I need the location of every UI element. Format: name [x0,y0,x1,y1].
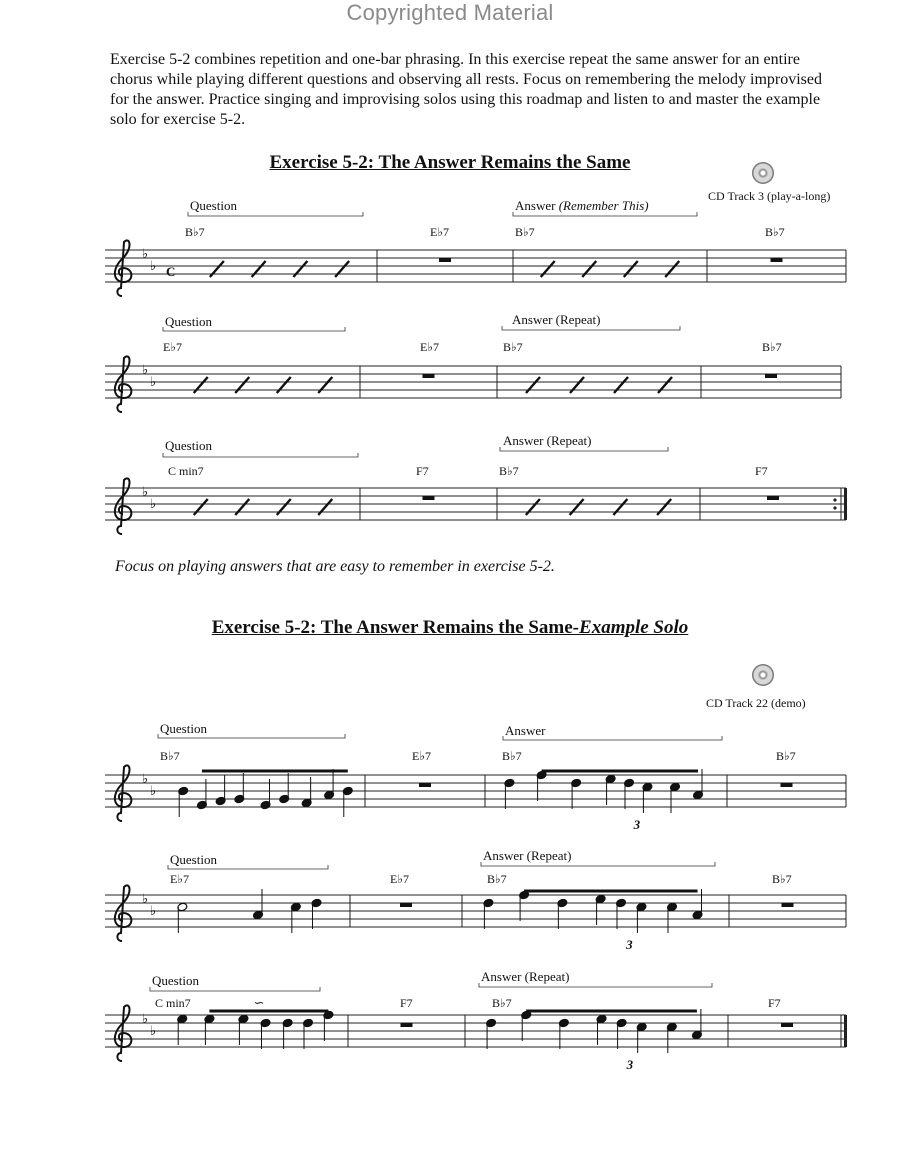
answer-label: Answer (Remember This) [515,198,649,213]
chord-symbol: C min7 [155,996,191,1010]
chord-symbol: E♭7 [430,225,449,239]
key-flat-icon: ♭ [150,903,157,918]
question-label: Question [160,721,207,736]
key-flat-icon: ♭ [142,362,149,377]
exercise1-cd-track: CD Track 3 (play-a-long) [708,189,831,203]
rhythm-slash [526,377,540,393]
key-flat-icon: ♭ [150,258,157,273]
intro-paragraph: Exercise 5-2 combines repetition and one-bar phrasing. In this exercise repeat the same answer for an entire chorus while playing different questions and observing all rests. Focus on remembering the melody improvised for the answer. Practice singing and improvising solos using this roadmap and listen to and master the example solo for exercise 5-2. [110,51,823,128]
chord-symbol: F7 [400,996,413,1010]
chord-symbol: B♭7 [515,225,535,239]
whole-rest [423,374,435,378]
key-flat-icon: ♭ [150,783,157,798]
rhythm-slash [194,377,208,393]
key-flat-icon: ♭ [142,246,149,261]
key-flat-icon: ♭ [150,496,157,511]
rhythm-slash [210,261,224,277]
whole-rest [781,1023,793,1027]
rhythm-slash [277,377,291,393]
treble-clef-icon [115,240,132,296]
chord-symbol: E♭7 [170,872,189,886]
rhythm-slash [582,261,596,277]
rhythm-slash [318,499,332,515]
chord-symbol: B♭7 [502,749,522,763]
treble-clef-icon [115,885,132,941]
question-label: Question [152,973,199,988]
chord-symbol: B♭7 [776,749,796,763]
rhythm-slash [235,377,249,393]
question-label: Question [165,314,212,329]
rhythm-slash [335,261,349,277]
whole-rest [781,783,793,787]
rhythm-slash [570,499,584,515]
exercise2-title-italic: Example Solo [579,617,689,638]
treble-clef-icon [115,478,132,534]
common-time-signature: C [166,264,176,279]
chord-symbol: B♭7 [503,340,523,354]
chord-symbol: B♭7 [487,872,507,886]
chord-symbol: B♭7 [185,225,205,239]
answer-label: Answer (Repeat) [503,433,592,448]
whole-rest [767,496,779,500]
chord-symbol: B♭7 [499,464,519,478]
chord-symbol: E♭7 [163,340,182,354]
triplet-marker: 3 [633,817,641,832]
whole-rest [439,258,451,262]
rhythm-slash [570,377,584,393]
answer-note: (Remember This) [555,198,649,213]
rhythm-slash [541,261,555,277]
whole-rest [401,1023,413,1027]
rhythm-slash [657,499,671,515]
chord-symbol: F7 [416,464,429,478]
key-flat-icon: ♭ [142,1011,149,1026]
rhythm-slash [613,499,627,515]
exercise2-title-main: Exercise 5-2: The Answer Remains the Same- [211,617,580,638]
key-flat-icon: ♭ [142,771,149,786]
key-flat-icon: ♭ [142,891,149,906]
tip-text: Focus on playing answers that are easy to remember in exercise 5-2. [115,558,555,575]
whole-rest [765,374,777,378]
score-staves [105,198,847,1072]
rhythm-slash [194,499,208,515]
chord-symbol: E♭7 [420,340,439,354]
repeat-dot [833,506,836,509]
chord-symbol: E♭7 [412,749,431,763]
answer-label: Answer [505,723,546,738]
question-label: Question [170,852,217,867]
rhythm-slash [293,261,307,277]
whole-rest [771,258,783,262]
rhythm-slash [252,261,266,277]
chord-symbol: B♭7 [765,225,785,239]
treble-clef-icon [115,1005,132,1061]
final-barline-thick [844,1015,847,1047]
rhythm-slash [318,377,332,393]
repeat-dot [833,498,836,501]
answer-label: Answer (Repeat) [481,969,570,984]
rhythm-slash [614,377,628,393]
whole-rest [423,496,435,500]
exercise2-cd-track: CD Track 22 (demo) [706,696,806,710]
key-flat-icon: ♭ [150,1023,157,1038]
turn-ornament: ∽ [253,995,265,1010]
rhythm-slash [665,261,679,277]
chord-symbol: B♭7 [772,872,792,886]
whole-rest [419,783,431,787]
phrase-bracket [163,453,358,457]
repeat-barline-thick [844,488,847,520]
chord-symbol: F7 [768,996,781,1010]
whole-rest [782,903,794,907]
question-label: Question [190,198,237,213]
rhythm-slash [526,499,540,515]
answer-label: Answer (Repeat) [483,848,572,863]
question-label: Question [165,438,212,453]
chord-symbol: B♭7 [160,749,180,763]
key-flat-icon: ♭ [142,484,149,499]
exercise1-title: Exercise 5-2: The Answer Remains the Same [269,152,631,173]
treble-clef-icon [115,765,132,821]
chord-symbol: F7 [755,464,768,478]
triplet-marker: 3 [626,1057,634,1072]
whole-rest [400,903,412,907]
rhythm-slash [658,377,672,393]
copyright-watermark: Copyrighted Material [346,0,554,25]
rhythm-slash [235,499,249,515]
rhythm-slash [624,261,638,277]
chord-symbol: B♭7 [762,340,782,354]
treble-clef-icon [115,356,132,412]
answer-label: Answer (Repeat) [512,312,601,327]
rhythm-slash [277,499,291,515]
chord-symbol: C min7 [168,464,204,478]
key-flat-icon: ♭ [150,374,157,389]
triplet-marker: 3 [626,937,633,952]
chord-symbol: E♭7 [390,872,409,886]
chord-symbol: B♭7 [492,996,512,1010]
